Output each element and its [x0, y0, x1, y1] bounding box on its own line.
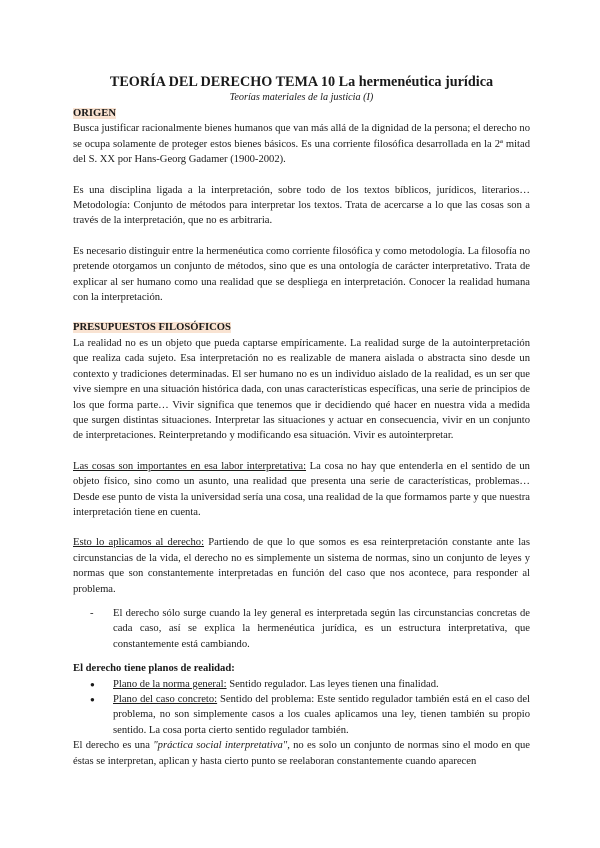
section-heading-origen — [73, 106, 530, 121]
presupuestos-paragraph-1: La realidad no es un objeto que pueda captarse empíricamente. La realidad surge de la autointerpretación que realiza cada sujeto. Esa interpretación no es realizable de manera aislada o abstracta sino desde un contexto y tradiciones determinadas. El ser humano no es un individuo aislado de la realidad, es un ser que vive siempre en una situación histórica dada, con unas características específicas, una serie de principios de los que forma parte… Vivir significa que tenemos que ir decidiendo qué hacer en nuestra vida a medida que surgen distintas situaciones. Interpretar las situaciones y actuar en consecuencia, vivir en un conjunto de interpretaciones. Reinterpretando y modificando esa situación. Vivir es autointerpretar. — [73, 337, 530, 442]
bullet-body: Sentido regulador. Las leyes tienen una finalidad. — [226, 678, 439, 690]
section-heading-origen-text: ORIGEN — [73, 108, 116, 119]
paragraph-lead-underlined: Las cosas son importantes en esa labor interpretativa: — [73, 460, 307, 472]
bullet-icon: ● — [90, 695, 95, 704]
bullet-item-norma-general — [73, 677, 530, 692]
final-text-end: , no es solo un conjunto de normas sino el modo en que éstas se interpretan, aplican y hasta cierto punto se reelaboran constantemente cuando aparecen — [73, 740, 530, 767]
origen-paragraph-2: Es una disciplina ligada a la interpretación, sobre todo de los textos bíblicos, jurídicos, literarios… Metodología: Conjunto de métodos para interpretar los textos. Trata de acercarse a lo que las cosas son a través de la interpretación, que no es arbitraria. — [73, 184, 530, 227]
planos-bullet-list — [73, 677, 530, 739]
origen-paragraph-3: Es necesario distinguir entre la hermenéutica como corriente filosófica y como metodología. La filosofía no pretende otorgamos un conjunto de métodos, sino que es una ontología de carácter interpretativo. Trata de explicar al ser humano como una realidad que se despliega en interpretación. Conocer la realidad humana con la interpretación. — [73, 245, 530, 304]
bullet-item-caso-concreto — [73, 692, 530, 738]
dash-marker: - — [90, 607, 94, 619]
document-subtitle: Teorías materiales de la justicia (I) — [229, 92, 374, 103]
presupuestos-paragraph-2 — [73, 459, 530, 521]
bullet-body: Sentido del problema: Este sentido regulador también está en el caso del problema, no son simplemente casos a los cuales aplicamos una ley, tienen también su propio sentido. La cosa porta cierto sentido regulador también. — [113, 694, 530, 736]
bullet-lead: Plano de la norma general: — [113, 678, 227, 690]
planos-heading: El derecho tiene planos de realidad: — [73, 663, 235, 675]
bullet-lead: Plano del caso concreto: — [113, 694, 218, 705]
paragraph-body: Partiendo de que lo que somos es esa reinterpretación constante ante las circunstancias de la vida, el derecho no es simplemente un sistema de normas, sino un conjunto de leyes y normas que son constantemente interpretadas en función del caso que nos acontece, para responder al problema. — [73, 537, 530, 595]
planos-final-paragraph — [73, 738, 530, 769]
paragraph-lead-underlined: Esto lo aplicamos al derecho: — [73, 537, 205, 549]
dash-list-text: El derecho sólo surge cuando la ley general es interpretada según las circunstancias concretas de cada caso, así se explica la hermenéutica jurídica, es un estructura interpretativa, que constantemente está cambiando. — [113, 607, 530, 650]
presupuestos-paragraph-3 — [73, 535, 530, 597]
document-title: TEORÍA DEL DERECHO TEMA 10 La hermenéutica jurídica — [109, 74, 494, 90]
origen-paragraph-1: Busca justificar racionalmente bienes humanos que van más allá de la dignidad de la persona; el derecho no se ocupa solamente de proteger estos bienes básicos. Es una corriente filosófica desarrollada en la 2ª mitad del S. XX por Hans-Georg Gadamer (1900-2002). — [73, 123, 530, 166]
bullet-icon: ● — [90, 679, 95, 689]
section-heading-presupuestos — [73, 320, 530, 335]
paragraph-body: La cosa no hay que entenderla en el sentido de un objeto físico, sino como un asunto, una realidad que presenta una serie de características, problemas… Desde ese punto de vista la universidad sería una cosa, una realidad de la que formamos parte y que nuestra interpretación tiene en cuenta. — [73, 460, 530, 518]
final-text-italic: "práctica social interpretativa" — [153, 740, 288, 752]
section-heading-presupuestos-text: PRESUPUESTOS FILOSÓFICOS — [73, 322, 231, 334]
dash-list-item — [73, 606, 530, 652]
final-text-start: El derecho es una — [73, 740, 154, 752]
